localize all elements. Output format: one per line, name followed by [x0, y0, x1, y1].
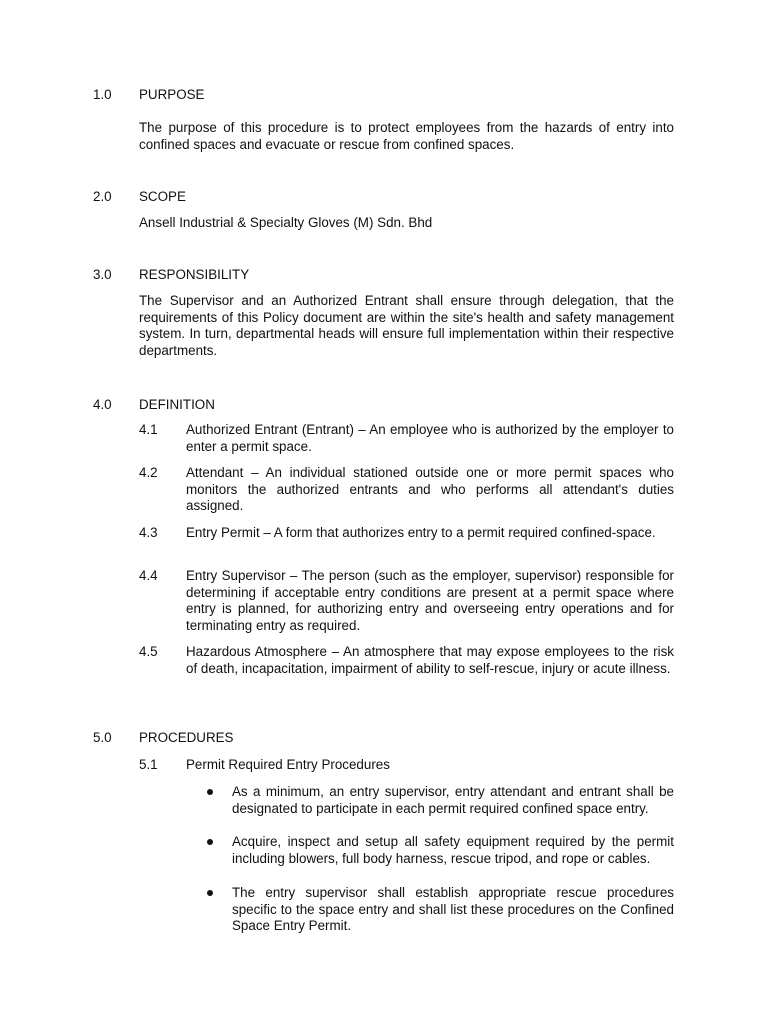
bullet-text: As a minimum, an entry supervisor, entry attendant and entrant shall be designated to participate in each permit required confined space entry.: [232, 784, 674, 816]
section-heading-definition: [0, 397, 768, 414]
section-body-purpose: The purpose of this procedure is to protect employees from the hazards of entry into confined spaces and evacuate or rescue from confined spaces.: [139, 120, 674, 152]
procedure-number: 5.1: [139, 757, 158, 772]
definition-text: Entry Permit – A form that authorizes entry to a permit required confined-space.: [186, 525, 656, 540]
bullet-icon: [207, 789, 213, 795]
section-number: 1.0: [93, 87, 112, 102]
section-title: RESPONSIBILITY: [139, 267, 250, 282]
section-heading-scope: [0, 189, 768, 206]
bullet-icon: [207, 890, 213, 896]
section-heading-responsibility: [0, 267, 768, 284]
definition-number: 4.1: [139, 422, 158, 437]
definition-text: Attendant – An individual stationed outside one or more permit spaces who monitors the authorized entrants and who performs all attendant's duties assigned.: [186, 465, 674, 514]
section-body-scope: Ansell Industrial & Specialty Gloves (M) Sdn. Bhd: [139, 215, 433, 230]
procedure-title: Permit Required Entry Procedures: [186, 757, 390, 772]
definition-number: 4.3: [139, 525, 158, 540]
definition-number: 4.5: [139, 644, 158, 659]
section-title: SCOPE: [139, 189, 186, 204]
section-number: 3.0: [93, 267, 112, 282]
section-number: 4.0: [93, 397, 112, 412]
definition-number: 4.4: [139, 568, 158, 583]
section-number: 5.0: [93, 730, 112, 745]
definition-number: 4.2: [139, 465, 158, 480]
section-heading-procedures: [0, 730, 768, 747]
section-heading-purpose: [0, 87, 768, 104]
definition-text: Entry Supervisor – The person (such as the employer, supervisor) responsible for determining if acceptable entry conditions are present at a permit space where entry is planned, for authorizing entry and overseeing entry operations and for terminating entry as required.: [186, 568, 674, 633]
section-title: PROCEDURES: [139, 730, 234, 745]
bullet-text: Acquire, inspect and setup all safety equipment required by the permit including blowers, full body harness, rescue tripod, and rope or cables.: [232, 834, 674, 866]
section-title: PURPOSE: [139, 87, 205, 102]
section-number: 2.0: [93, 189, 112, 204]
section-title: DEFINITION: [139, 397, 215, 412]
bullet-text: The entry supervisor shall establish appropriate rescue procedures specific to the space entry and shall list these procedures on the Confined Space Entry Permit.: [232, 885, 674, 934]
section-body-responsibility: The Supervisor and an Authorized Entrant shall ensure through delegation, that the requirements of this Policy document are within the site's health and safety management system. In turn, departmental heads will ensure full implementation within their respective departments.: [139, 293, 674, 358]
definition-text: Hazardous Atmosphere – An atmosphere that may expose employees to the risk of death, incapacitation, impairment of ability to self-rescue, injury or acute illness.: [186, 644, 674, 676]
definition-text: Authorized Entrant (Entrant) – An employee who is authorized by the employer to enter a permit space.: [186, 422, 674, 454]
bullet-icon: [207, 839, 213, 845]
